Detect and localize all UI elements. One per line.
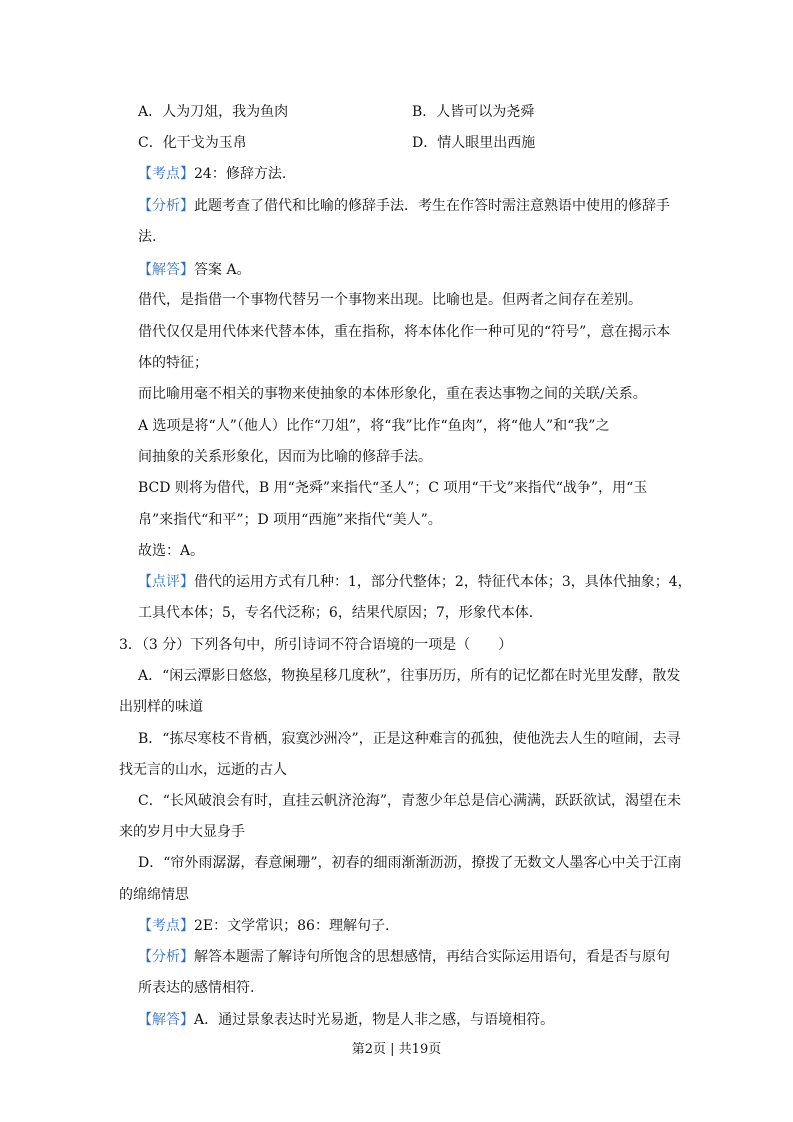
fenxi-text-1: 此题考查了借代和比喻的修辞手法．考生在作答时需注意熟语中使用的修辞手 [194, 198, 670, 214]
q3-option-a-1: A．“闲云潭影日悠悠，物换星移几度秋”，往事历历，所有的记忆都在时光里发酵，散发 [138, 668, 681, 684]
q2-kaodian [138, 166, 286, 182]
q2-body-1: 借代，是指借一个事物代替另一个事物来出现。比喻也是。但两者之间存在差别。 [138, 292, 642, 308]
q3-jieda-tag: 【解答】 [138, 1012, 194, 1028]
option-d: D．情人眼里出西施 [412, 135, 536, 151]
q3-option-b-2: 找无言的山水，远逝的古人 [119, 762, 287, 778]
q3-fenxi-line2: 所表达的感情相符. [138, 980, 255, 996]
page-footer: 第2页 | 共19页 [351, 1042, 442, 1057]
q3-kaodian [138, 918, 389, 934]
q3-fenxi-text-1: 解答本题需了解诗句所饱含的思想感情，再结合实际运用语句，看是否与原句 [194, 949, 670, 965]
kaodian-text: 24：修辞方法. [194, 166, 287, 182]
dianping-tag: 【点评】 [138, 574, 194, 590]
jieda-tag: 【解答】 [138, 262, 194, 278]
q2-body-6: 间抽象的关系形象化，因而为比喻的修辞手法。 [138, 449, 432, 465]
q3-option-b-1: B．“拣尽寒枝不肯栖，寂寞沙洲冷”，正是这种难言的孤独，使他洗去人生的喧闹，去寻 [138, 731, 681, 747]
q2-jieda [138, 262, 251, 278]
q2-body-8: 帛”来指代“和平”；D 项用“西施”来指代“美人”。 [138, 512, 442, 528]
q2-dianping-line2: 工具代本体；5，专名代泛称；6，结果代原因；7，形象代本体. [138, 605, 534, 621]
q3-option-a-2: 出别样的味道 [119, 699, 203, 715]
fenxi-tag: 【分析】 [138, 198, 194, 214]
q2-dianping-line1 [138, 574, 692, 590]
q3-stem: 3．（3 分）下列各句中，所引诗词不符合语境的一项是（ ） [119, 637, 513, 653]
dianping-text-1: 借代的运用方式有几种：1，部分代整体；2，特征代本体；3，具体代抽象；4， [194, 574, 692, 590]
q3-option-d-1: D．“帘外雨潺潺，春意阑珊”，初春的细雨渐渐沥沥，撩拨了无数文人墨客心中关于江南 [138, 855, 682, 871]
q2-body-9: 故选：A。 [138, 543, 205, 559]
jieda-text: 答案 A。 [194, 262, 251, 278]
option-c: C．化干戈为玉帛 [138, 135, 247, 151]
q3-option-c-2: 来的岁月中大显身手 [119, 824, 245, 840]
q2-fenxi-line2: 法. [138, 229, 157, 245]
q3-fenxi-tag: 【分析】 [138, 949, 194, 965]
q2-body-3: 体的特征； [138, 355, 208, 371]
q3-fenxi-line1 [138, 949, 670, 965]
q3-jieda-text: A．通过景象表达时光易逝，物是人非之感，与语境相符。 [194, 1012, 555, 1028]
q2-body-5: A 选项是将“人”（他人）比作“刀俎”，将“我”比作“鱼肉”，将“他人”和“我”之 [138, 418, 610, 434]
option-b: B．人皆可以为尧舜 [412, 104, 535, 120]
q3-option-d-2: 的绵绵情思 [119, 887, 189, 903]
q2-fenxi-line1 [138, 198, 670, 214]
q3-kaodian-tag: 【考点】 [138, 918, 194, 934]
q2-body-7: BCD 则将为借代，B 用“尧舜”来指代“圣人”；C 项用“干戈”来指代“战争”，用“玉 [138, 480, 648, 496]
q3-option-c-1: C．“长风破浪会有时，直挂云帆济沧海”，青葱少年总是信心满满，跃跃欲试，渴望在未 [138, 793, 682, 809]
kaodian-tag: 【考点】 [138, 166, 194, 182]
q3-jieda [138, 1012, 554, 1028]
q3-kaodian-text: 2E：文学常识；86：理解句子. [194, 918, 390, 934]
q2-body-2: 借代仅仅是用代体来代替本体，重在指称，将本体化作一种可见的“符号”，意在揭示本 [138, 324, 671, 340]
q2-body-4: 而比喻用毫不相关的事物来使抽象的本体形象化，重在表达事物之间的关联/关系。 [138, 386, 647, 402]
option-a: A．人为刀俎，我为鱼肉 [138, 104, 289, 120]
